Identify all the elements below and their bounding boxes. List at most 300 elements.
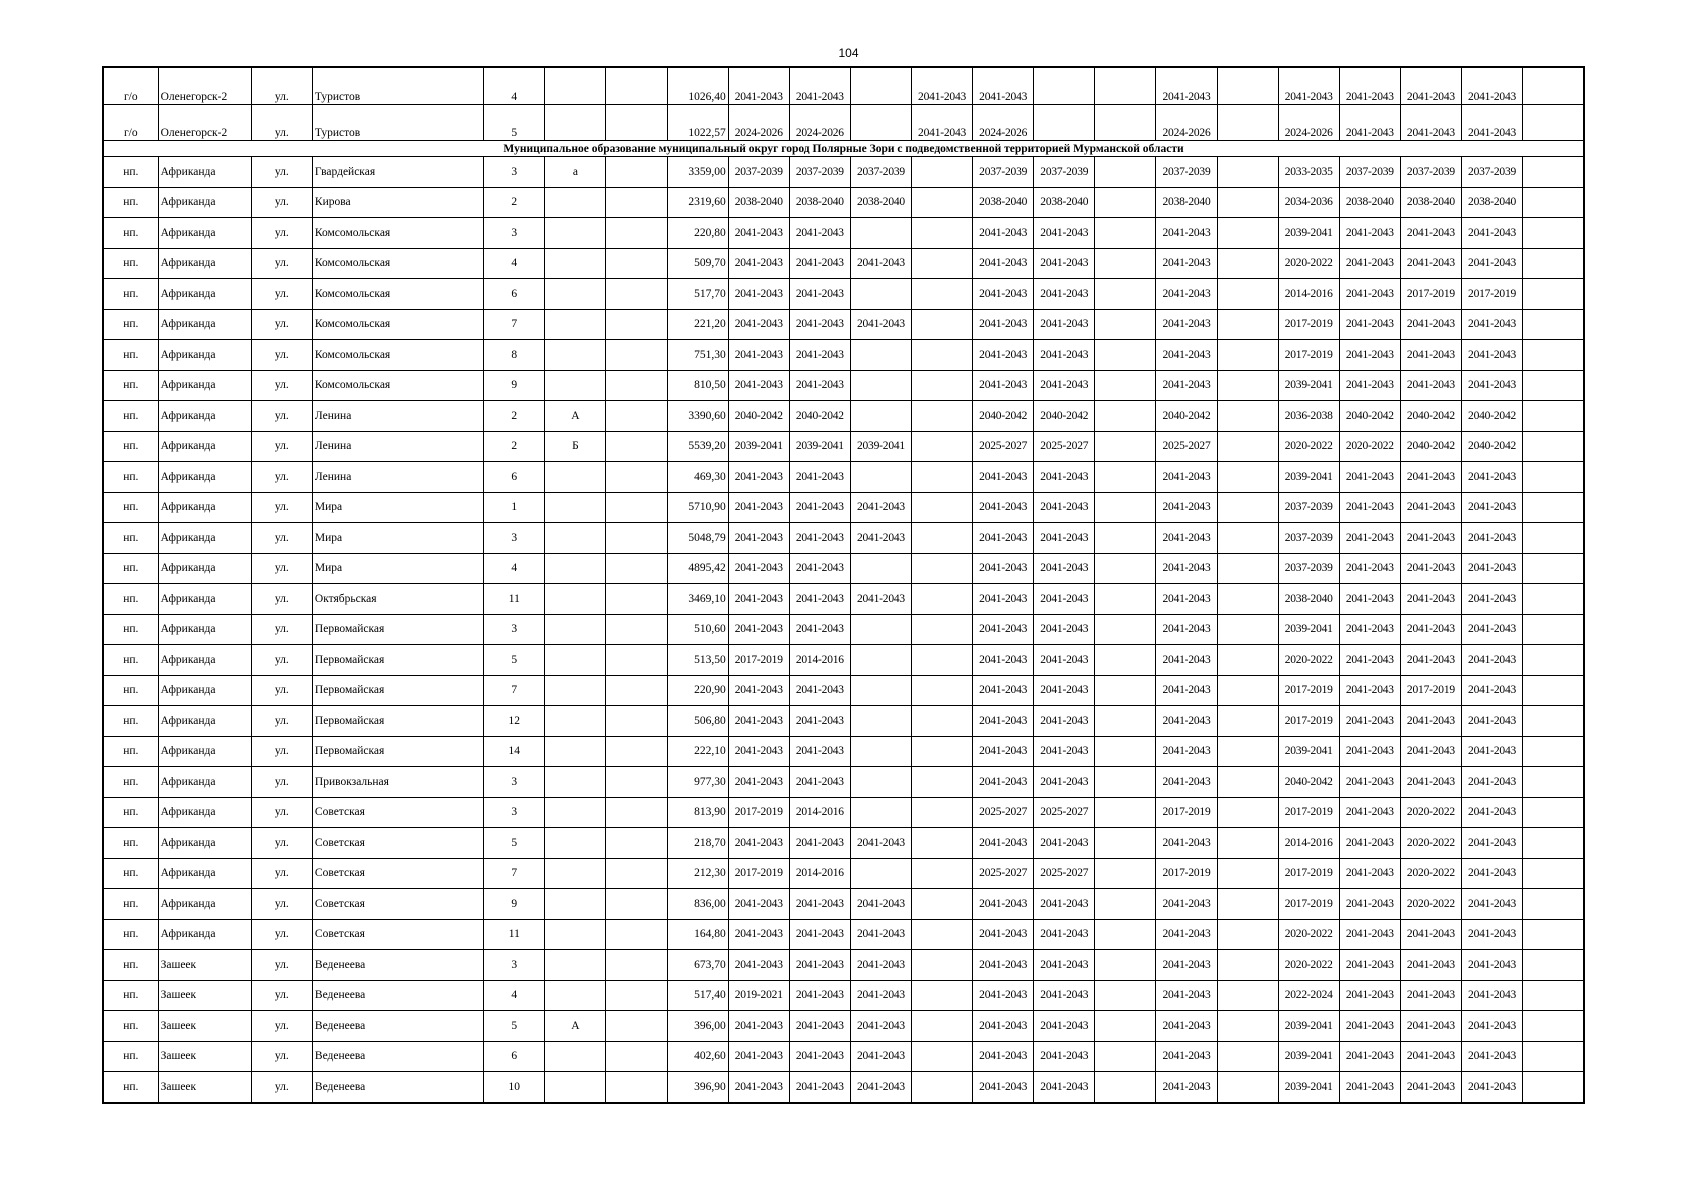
repair-period-cell <box>1095 980 1156 1011</box>
repair-period-cell <box>912 248 973 279</box>
house-number-cell: 6 <box>484 462 545 493</box>
repair-period-cell: 2041-2043 <box>1400 767 1461 798</box>
repair-period-cell: 2039-2041 <box>1278 370 1339 401</box>
repair-period-cell: 2041-2043 <box>1156 523 1217 554</box>
repair-period-cell: 2041-2043 <box>1462 492 1523 523</box>
area-cell: 221,20 <box>667 309 728 340</box>
repair-period-cell <box>912 553 973 584</box>
house-number-cell: 9 <box>484 370 545 401</box>
repair-period-cell: 2041-2043 <box>1156 675 1217 706</box>
repair-period-cell: 2024-2026 <box>1278 104 1339 141</box>
repair-period-cell: 2041-2043 <box>1034 462 1095 493</box>
repair-period-cell <box>1523 218 1584 249</box>
repair-period-cell: 2041-2043 <box>789 950 850 981</box>
table-row <box>103 919 1584 950</box>
settlement-type-cell: нп. <box>103 248 158 279</box>
repair-period-cell: 2017-2019 <box>1278 340 1339 371</box>
repair-period-cell: 2040-2042 <box>1278 767 1339 798</box>
street-name-cell: Первомайская <box>312 645 483 676</box>
repair-period-cell: 2041-2043 <box>850 919 911 950</box>
repair-period-cell: 2040-2042 <box>1400 401 1461 432</box>
repair-period-cell <box>1034 104 1095 141</box>
repair-period-cell <box>1217 736 1278 767</box>
repair-period-cell <box>850 858 911 889</box>
repair-period-cell <box>1217 889 1278 920</box>
repair-period-cell: 2041-2043 <box>1462 553 1523 584</box>
table-row <box>103 614 1584 645</box>
repair-period-cell: 2041-2043 <box>1034 248 1095 279</box>
table-row <box>103 279 1584 310</box>
repair-period-cell: 2041-2043 <box>973 706 1034 737</box>
repair-period-cell: 2041-2043 <box>973 1011 1034 1042</box>
repair-period-cell: 2041-2043 <box>789 889 850 920</box>
repair-period-cell: 2041-2043 <box>1339 218 1400 249</box>
repair-period-cell: 2040-2042 <box>1462 401 1523 432</box>
repair-period-cell: 2041-2043 <box>1156 1072 1217 1103</box>
area-cell: 469,30 <box>667 462 728 493</box>
repair-period-cell <box>1523 736 1584 767</box>
repair-period-cell: 2041-2043 <box>1156 248 1217 279</box>
letter-cell <box>606 797 667 828</box>
repair-period-cell: 2041-2043 <box>1339 828 1400 859</box>
street-name-cell: Веденеева <box>312 980 483 1011</box>
repair-period-cell: 2041-2043 <box>1462 462 1523 493</box>
area-cell: 517,70 <box>667 279 728 310</box>
repair-period-cell: 2041-2043 <box>1339 950 1400 981</box>
street-name-cell: Кирова <box>312 187 483 218</box>
repair-period-cell: 2041-2043 <box>1400 340 1461 371</box>
house-number-cell: 3 <box>484 797 545 828</box>
house-number-cell: 11 <box>484 584 545 615</box>
repair-period-cell <box>1095 889 1156 920</box>
repair-period-cell: 2041-2043 <box>789 370 850 401</box>
table-row <box>103 1041 1584 1072</box>
repair-period-cell: 2017-2019 <box>1278 675 1339 706</box>
repair-period-cell: 2041-2043 <box>973 584 1034 615</box>
repair-period-cell: 2041-2043 <box>1462 1011 1523 1042</box>
table-row <box>103 706 1584 737</box>
repair-period-cell: 2041-2043 <box>973 950 1034 981</box>
repair-period-cell: 2041-2043 <box>1034 645 1095 676</box>
repair-period-cell <box>912 950 973 981</box>
repair-period-cell <box>912 492 973 523</box>
house-number-cell: 14 <box>484 736 545 767</box>
letter-cell <box>606 218 667 249</box>
repair-period-cell <box>1523 980 1584 1011</box>
table-row <box>103 431 1584 462</box>
repair-period-cell <box>1095 553 1156 584</box>
repair-period-cell: 2041-2043 <box>1462 584 1523 615</box>
repair-period-cell: 2041-2043 <box>1400 523 1461 554</box>
settlement-type-cell: нп. <box>103 523 158 554</box>
repair-period-cell <box>1217 523 1278 554</box>
repair-period-cell <box>912 431 973 462</box>
repair-period-cell: 2041-2043 <box>728 67 789 104</box>
repair-period-cell: 2041-2043 <box>850 980 911 1011</box>
repair-period-cell: 2017-2019 <box>1400 279 1461 310</box>
repair-period-cell <box>1523 797 1584 828</box>
repair-period-cell <box>1095 614 1156 645</box>
repair-period-cell: 2041-2043 <box>1156 1041 1217 1072</box>
repair-period-cell <box>1217 1011 1278 1042</box>
repair-period-cell: 2041-2043 <box>1462 104 1523 141</box>
table-row <box>103 950 1584 981</box>
settlement-type-cell: нп. <box>103 980 158 1011</box>
repair-period-cell <box>1095 309 1156 340</box>
house-number-cell: 4 <box>484 248 545 279</box>
table-row <box>103 492 1584 523</box>
repair-period-cell: 2041-2043 <box>789 584 850 615</box>
repair-period-cell: 2041-2043 <box>1034 218 1095 249</box>
building-cell <box>545 1041 606 1072</box>
repair-period-cell: 2041-2043 <box>973 248 1034 279</box>
building-cell <box>545 919 606 950</box>
locality-cell: Африканда <box>158 645 251 676</box>
repair-period-cell: 2025-2027 <box>1034 431 1095 462</box>
street-type-cell: ул. <box>251 1041 312 1072</box>
repair-period-cell <box>912 187 973 218</box>
repair-period-cell <box>912 828 973 859</box>
street-type-cell: ул. <box>251 523 312 554</box>
repair-period-cell: 2041-2043 <box>1156 980 1217 1011</box>
repair-period-cell: 2037-2039 <box>1278 492 1339 523</box>
repair-period-cell: 2040-2042 <box>1339 401 1400 432</box>
repair-period-cell <box>1095 645 1156 676</box>
letter-cell <box>606 67 667 104</box>
repair-period-cell: 2025-2027 <box>1034 858 1095 889</box>
repair-period-cell: 2040-2042 <box>789 401 850 432</box>
repair-period-cell: 2041-2043 <box>850 889 911 920</box>
repair-period-cell: 2025-2027 <box>973 858 1034 889</box>
building-cell: А <box>545 401 606 432</box>
repair-period-cell: 2041-2043 <box>1339 370 1400 401</box>
building-cell <box>545 462 606 493</box>
repair-period-cell: 2041-2043 <box>1034 889 1095 920</box>
house-number-cell: 5 <box>484 104 545 141</box>
street-type-cell: ул. <box>251 104 312 141</box>
repair-period-cell <box>1217 462 1278 493</box>
building-cell <box>545 104 606 141</box>
building-cell <box>545 248 606 279</box>
repair-period-cell: 2041-2043 <box>789 767 850 798</box>
locality-cell: Африканда <box>158 492 251 523</box>
settlement-type-cell: нп. <box>103 736 158 767</box>
street-name-cell: Комсомольская <box>312 218 483 249</box>
repair-period-cell: 2041-2043 <box>1156 492 1217 523</box>
repair-period-cell: 2041-2043 <box>1339 645 1400 676</box>
settlement-type-cell: г/о <box>103 67 158 104</box>
repair-period-cell <box>1217 858 1278 889</box>
repair-period-cell: 2041-2043 <box>1462 645 1523 676</box>
repair-period-cell <box>1217 1041 1278 1072</box>
repair-period-cell: 2039-2041 <box>728 431 789 462</box>
repair-period-cell: 2041-2043 <box>1462 370 1523 401</box>
repair-period-cell: 2041-2043 <box>973 523 1034 554</box>
repair-period-cell: 2038-2040 <box>1400 187 1461 218</box>
area-cell: 751,30 <box>667 340 728 371</box>
table-row <box>103 858 1584 889</box>
building-cell <box>545 67 606 104</box>
repair-period-cell <box>1095 523 1156 554</box>
locality-cell: Африканда <box>158 553 251 584</box>
street-name-cell: Ленина <box>312 431 483 462</box>
repair-period-cell: 2041-2043 <box>850 1072 911 1103</box>
repair-period-cell <box>912 614 973 645</box>
street-name-cell: Советская <box>312 858 483 889</box>
repair-period-cell: 2039-2041 <box>1278 462 1339 493</box>
house-number-cell: 3 <box>484 614 545 645</box>
repair-period-cell: 2033-2035 <box>1278 157 1339 188</box>
repair-period-cell <box>912 401 973 432</box>
repair-period-cell: 2017-2019 <box>1278 858 1339 889</box>
street-name-cell: Веденеева <box>312 1041 483 1072</box>
street-type-cell: ул. <box>251 248 312 279</box>
repair-period-cell: 2041-2043 <box>789 1072 850 1103</box>
repair-period-cell <box>850 218 911 249</box>
repair-period-cell: 2041-2043 <box>789 614 850 645</box>
repair-period-cell: 2020-2022 <box>1339 431 1400 462</box>
locality-cell: Африканда <box>158 889 251 920</box>
locality-cell: Африканда <box>158 187 251 218</box>
repair-period-cell: 2041-2043 <box>1156 584 1217 615</box>
building-cell <box>545 614 606 645</box>
letter-cell <box>606 706 667 737</box>
repair-period-cell: 2041-2043 <box>1034 736 1095 767</box>
building-cell <box>545 889 606 920</box>
area-cell: 513,50 <box>667 645 728 676</box>
repair-period-cell: 2041-2043 <box>789 1011 850 1042</box>
street-name-cell: Первомайская <box>312 706 483 737</box>
repair-period-cell: 2041-2043 <box>728 919 789 950</box>
repair-period-cell <box>1523 675 1584 706</box>
repair-period-cell <box>912 1041 973 1072</box>
area-cell: 836,00 <box>667 889 728 920</box>
repair-period-cell: 2041-2043 <box>850 309 911 340</box>
locality-cell: Зашеек <box>158 980 251 1011</box>
street-type-cell: ул. <box>251 218 312 249</box>
repair-period-cell <box>1217 340 1278 371</box>
repair-period-cell: 2041-2043 <box>973 67 1034 104</box>
table-row <box>103 370 1584 401</box>
repair-period-cell: 2041-2043 <box>1034 492 1095 523</box>
building-cell <box>545 675 606 706</box>
repair-period-cell: 2039-2041 <box>789 431 850 462</box>
repair-period-cell: 2041-2043 <box>728 218 789 249</box>
repair-period-cell: 2041-2043 <box>789 462 850 493</box>
repair-period-cell <box>1217 157 1278 188</box>
house-number-cell: 10 <box>484 1072 545 1103</box>
repair-period-cell: 2041-2043 <box>1400 1041 1461 1072</box>
repair-period-cell <box>850 797 911 828</box>
area-cell: 402,60 <box>667 1041 728 1072</box>
table-row <box>103 1072 1584 1103</box>
repair-period-cell: 2037-2039 <box>1278 553 1339 584</box>
repair-period-cell: 2041-2043 <box>1462 828 1523 859</box>
street-name-cell: Комсомольская <box>312 370 483 401</box>
street-name-cell: Привокзальная <box>312 767 483 798</box>
building-cell <box>545 187 606 218</box>
repair-period-cell <box>1217 706 1278 737</box>
repair-period-cell <box>1523 462 1584 493</box>
repair-period-cell <box>850 370 911 401</box>
table-body <box>103 67 1584 1103</box>
repair-period-cell: 2041-2043 <box>1156 736 1217 767</box>
repair-period-cell <box>912 980 973 1011</box>
repair-period-cell: 2041-2043 <box>1156 950 1217 981</box>
repair-period-cell <box>1095 797 1156 828</box>
letter-cell <box>606 1011 667 1042</box>
settlement-type-cell: нп. <box>103 1072 158 1103</box>
settlement-type-cell: нп. <box>103 919 158 950</box>
building-cell <box>545 706 606 737</box>
letter-cell <box>606 401 667 432</box>
locality-cell: Зашеек <box>158 1041 251 1072</box>
repair-period-cell: 2041-2043 <box>728 706 789 737</box>
building-cell <box>545 523 606 554</box>
repair-period-cell <box>912 645 973 676</box>
repair-period-cell <box>1217 675 1278 706</box>
repair-period-cell: 2041-2043 <box>1339 675 1400 706</box>
repair-period-cell: 2041-2043 <box>789 218 850 249</box>
street-type-cell: ул. <box>251 462 312 493</box>
repair-period-cell: 2041-2043 <box>1339 584 1400 615</box>
table-row <box>103 157 1584 188</box>
repair-period-cell <box>912 309 973 340</box>
street-type-cell: ул. <box>251 889 312 920</box>
repair-period-cell: 2041-2043 <box>1339 1072 1400 1103</box>
letter-cell <box>606 675 667 706</box>
locality-cell: Африканда <box>158 279 251 310</box>
repair-period-cell <box>850 104 911 141</box>
repair-period-cell <box>912 1072 973 1103</box>
letter-cell <box>606 980 667 1011</box>
section-header-row <box>103 141 1584 157</box>
repair-period-cell: 2037-2039 <box>1278 523 1339 554</box>
repair-period-cell: 2041-2043 <box>1034 1041 1095 1072</box>
repair-period-cell <box>1095 104 1156 141</box>
housing-register-table <box>102 66 1585 1104</box>
repair-period-cell: 2038-2040 <box>973 187 1034 218</box>
repair-period-cell: 2041-2043 <box>728 828 789 859</box>
repair-period-cell: 2041-2043 <box>789 523 850 554</box>
repair-period-cell: 2041-2043 <box>1339 736 1400 767</box>
repair-period-cell: 2041-2043 <box>728 279 789 310</box>
locality-cell: Африканда <box>158 767 251 798</box>
repair-period-cell: 2041-2043 <box>1339 553 1400 584</box>
repair-period-cell: 2041-2043 <box>1156 67 1217 104</box>
table-row <box>103 309 1584 340</box>
street-name-cell: Комсомольская <box>312 340 483 371</box>
area-cell: 509,70 <box>667 248 728 279</box>
repair-period-cell <box>1523 858 1584 889</box>
repair-period-cell: 2041-2043 <box>973 492 1034 523</box>
locality-cell: Африканда <box>158 523 251 554</box>
repair-period-cell <box>1095 401 1156 432</box>
settlement-type-cell: нп. <box>103 797 158 828</box>
repair-period-cell <box>1095 431 1156 462</box>
area-cell: 1022,57 <box>667 104 728 141</box>
repair-period-cell <box>1523 1041 1584 1072</box>
street-name-cell: Туристов <box>312 67 483 104</box>
building-cell <box>545 858 606 889</box>
building-cell <box>545 1072 606 1103</box>
house-number-cell: 5 <box>484 828 545 859</box>
house-number-cell: 7 <box>484 309 545 340</box>
street-type-cell: ул. <box>251 919 312 950</box>
repair-period-cell: 2040-2042 <box>1462 431 1523 462</box>
area-cell: 396,00 <box>667 1011 728 1042</box>
repair-period-cell <box>850 614 911 645</box>
street-name-cell: Ленина <box>312 401 483 432</box>
repair-period-cell: 2041-2043 <box>789 248 850 279</box>
repair-period-cell: 2041-2043 <box>973 553 1034 584</box>
repair-period-cell: 2041-2043 <box>973 370 1034 401</box>
building-cell <box>545 553 606 584</box>
letter-cell <box>606 248 667 279</box>
locality-cell: Африканда <box>158 736 251 767</box>
repair-period-cell <box>850 279 911 310</box>
locality-cell: Африканда <box>158 858 251 889</box>
area-cell: 673,70 <box>667 950 728 981</box>
repair-period-cell: 2041-2043 <box>1462 1072 1523 1103</box>
repair-period-cell: 2041-2043 <box>1400 218 1461 249</box>
repair-period-cell <box>1095 950 1156 981</box>
repair-period-cell <box>850 401 911 432</box>
repair-period-cell: 2041-2043 <box>1034 706 1095 737</box>
repair-period-cell: 2041-2043 <box>1339 279 1400 310</box>
repair-period-cell <box>1523 401 1584 432</box>
settlement-type-cell: нп. <box>103 553 158 584</box>
repair-period-cell: 2038-2040 <box>1339 187 1400 218</box>
repair-period-cell: 2039-2041 <box>1278 1011 1339 1042</box>
repair-period-cell <box>1217 248 1278 279</box>
repair-period-cell <box>1523 67 1584 104</box>
repair-period-cell: 2041-2043 <box>1339 706 1400 737</box>
area-cell: 510,60 <box>667 614 728 645</box>
area-cell: 517,40 <box>667 980 728 1011</box>
settlement-type-cell: нп. <box>103 370 158 401</box>
area-cell: 1026,40 <box>667 67 728 104</box>
repair-period-cell: 2020-2022 <box>1400 797 1461 828</box>
street-type-cell: ул. <box>251 614 312 645</box>
repair-period-cell <box>912 858 973 889</box>
street-type-cell: ул. <box>251 370 312 401</box>
repair-period-cell: 2041-2043 <box>789 279 850 310</box>
table-row <box>103 645 1584 676</box>
area-cell: 5539,20 <box>667 431 728 462</box>
repair-period-cell: 2024-2026 <box>1156 104 1217 141</box>
repair-period-cell: 2041-2043 <box>1156 919 1217 950</box>
repair-period-cell <box>1095 706 1156 737</box>
repair-period-cell: 2041-2043 <box>1462 706 1523 737</box>
repair-period-cell: 2041-2043 <box>1156 340 1217 371</box>
repair-period-cell: 2017-2019 <box>1278 309 1339 340</box>
settlement-type-cell: нп. <box>103 340 158 371</box>
street-name-cell: Туристов <box>312 104 483 141</box>
repair-period-cell: 2041-2043 <box>850 950 911 981</box>
building-cell <box>545 584 606 615</box>
repair-period-cell: 2041-2043 <box>1156 767 1217 798</box>
building-cell: Б <box>545 431 606 462</box>
area-cell: 222,10 <box>667 736 728 767</box>
letter-cell <box>606 828 667 859</box>
house-number-cell: 12 <box>484 706 545 737</box>
repair-period-cell: 2041-2043 <box>973 736 1034 767</box>
letter-cell <box>606 919 667 950</box>
street-type-cell: ул. <box>251 492 312 523</box>
repair-period-cell: 2041-2043 <box>1462 523 1523 554</box>
repair-period-cell: 2041-2043 <box>973 309 1034 340</box>
